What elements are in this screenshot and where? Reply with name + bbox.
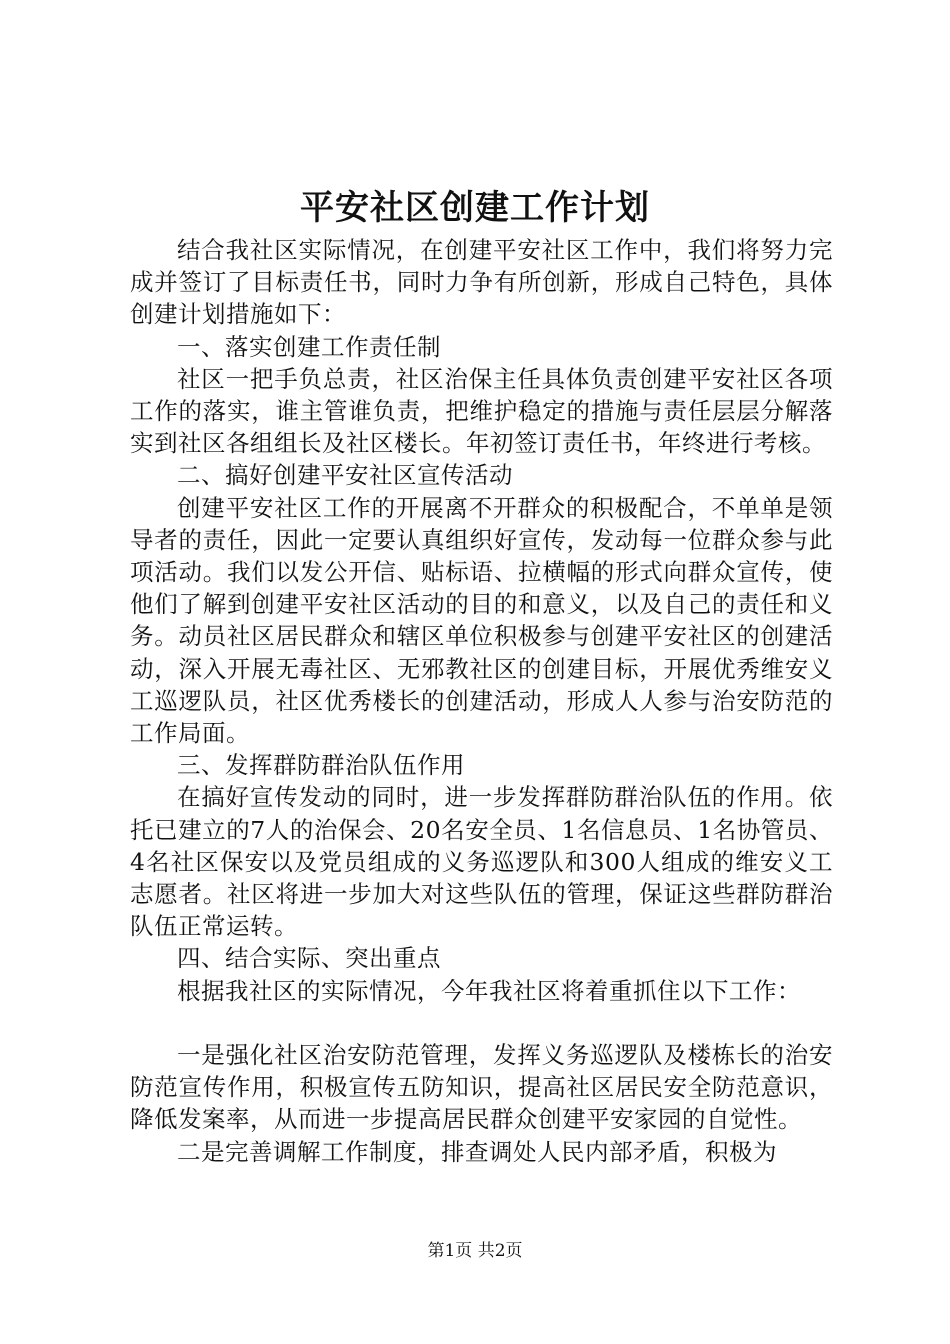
section-1-paragraph: 社区一把手负总责，社区治保主任具体负责创建平安社区各项工作的落实，谁主管谁负责，把维护稳定的措施与责任层层分解落实到社区各组组长及社区楼长。年初签订责任书，年终进行考核。 (130, 364, 833, 458)
section-heading-3: 三、发挥群防群治队伍作用 (177, 751, 465, 780)
section-heading-1: 一、落实创建工作责任制 (177, 332, 441, 361)
section-4-intro: 根据我社区的实际情况，今年我社区将着重抓住以下工作： (177, 976, 801, 1005)
section-heading-2: 二、搞好创建平安社区宣传活动 (177, 461, 513, 490)
section-2-paragraph: 创建平安社区工作的开展离不开群众的积极配合，不单单是领导者的责任，因此一定要认真组织好宣传，发动每一位群众参与此项活动。我们以发公开信、贴标语、拉横幅的形式向群众宣传，使他们了解到创建平安社区活动的目的和意义，以及自己的责任和义务。动员社区居民群众和辖区单位积极参与创建平安社区的创建活动，深入开展无毒社区、无邪教社区的创建目标，开展优秀维安义工巡逻队员，社区优秀楼长的创建活动，形成人人参与治安防范的工作局面。 (130, 493, 833, 748)
document-body (130, 234, 833, 1168)
intro-paragraph: 结合我社区实际情况，在创建平安社区工作中，我们将努力完成并签订了目标责任书，同时力争有所创新，形成自己特色，具体创建计划措施如下： (130, 236, 833, 329)
section-heading-4: 四、结合实际、突出重点 (177, 944, 441, 973)
page-footer: 第1页 共2页 (427, 1241, 523, 1261)
document-title: 平安社区创建工作计划 (300, 188, 650, 228)
blank-line (130, 1007, 833, 1039)
section-4-item-2: 二是完善调解工作制度，排查调处人民内部矛盾，积极为 (177, 1137, 777, 1166)
section-4-item-1: 一是强化社区治安防范管理，发挥义务巡逻队及楼栋长的治安防范宣传作用，积极宣传五防知识，提高社区居民安全防范意识，降低发案率，从而进一步提高居民群众创建平安家园的自觉性。 (130, 1041, 833, 1134)
section-3-paragraph: 在搞好宣传发动的同时，进一步发挥群防群治队伍的作用。依托已建立的7人的治保会、20名安全员、1名信息员、1名协管员、4名社区保安以及党员组成的义务巡逻队和300人组成的维安义工志愿者。社区将进一步加大对这些队伍的管理，保证这些群防群治队伍正常运转。 (130, 783, 833, 941)
